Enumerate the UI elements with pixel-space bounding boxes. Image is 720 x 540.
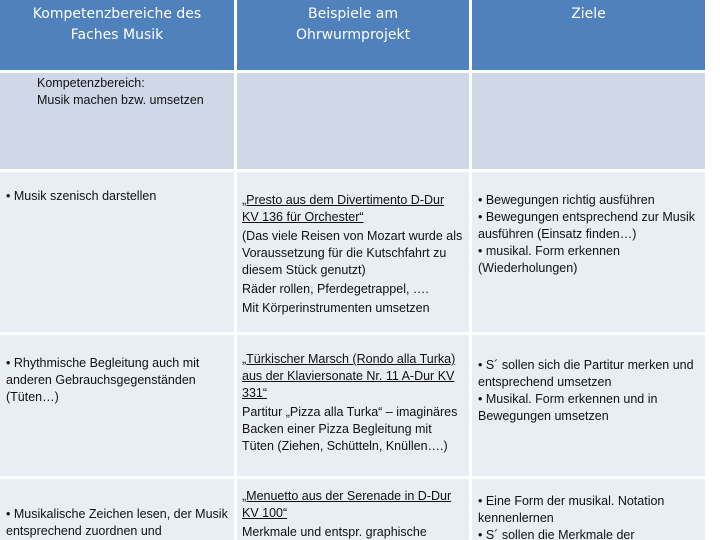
row1-goal: • Bewegungen richtig ausführen	[478, 193, 655, 207]
header-examples-label: Beispiele am Ohrwurmprojekt	[295, 6, 411, 43]
row1-example-line: (Das viele Reisen von Mozart wurde als Voraussetzung für die Kutschfahrt zu diesem Stück genutzt)	[242, 229, 463, 277]
header-examples	[237, 0, 469, 70]
row2-goal: • S´ sollen sich die Partitur merken und entsprechend umsetzen	[478, 358, 694, 389]
row1-example-line: Mit Körperinstrumenten umsetzen	[242, 301, 430, 315]
row2-example-title: „Türkischer Marsch (Rondo alla Turka) aus der Klaviersonate Nr. 11 A-Dur KV 331“	[242, 352, 456, 400]
row2-competence	[0, 335, 234, 476]
header-goals	[472, 0, 705, 70]
row1-competence-text: • Musik szenisch darstellen	[6, 189, 157, 203]
row3-example-title: „Menuetto aus der Serenade in D-Dur KV 100“	[242, 489, 452, 520]
row2-goals	[472, 335, 705, 476]
row3-competence-text: • Musikalische Zeichen lesen, der Musik entsprechend zuordnen und	[6, 507, 228, 538]
row1-competence	[0, 172, 234, 332]
band-competence	[0, 73, 234, 169]
row1-goals	[472, 172, 705, 332]
header-competence-label: Kompetenzbereiche des Faches Musik	[32, 6, 202, 43]
row3-goal: • Eine Form der musikal. Notation kennenlernen	[478, 494, 665, 525]
band-value: Musik machen bzw. umsetzen	[37, 93, 204, 107]
row3-goals	[472, 479, 705, 540]
band-label: Kompetenzbereich:	[37, 76, 145, 90]
row2-example	[237, 335, 469, 476]
row1-goal: • Bewegungen entsprechend zur Musik ausführen (Einsatz finden…)	[478, 210, 696, 241]
header-competence	[0, 0, 234, 70]
row1-example-line: Räder rollen, Pferdegetrappel, ….	[242, 282, 429, 296]
row1-example	[237, 172, 469, 332]
row1-example-title: „Presto aus dem Divertimento D-Dur KV 136 für Orchester“	[242, 193, 445, 224]
row3-example-line: Merkmale und entspr. graphische	[242, 525, 427, 539]
row2-example-line: Partitur „Pizza alla Turka“ – imaginäres Backen einer Pizza Begleitung mit Tüten (Ziehen, Schütteln, Knüllen….)	[242, 405, 458, 453]
row2-goal: • Musikal. Form erkennen und in Bewegungen umsetzen	[478, 392, 658, 423]
header-goals-label: Ziele	[571, 6, 606, 22]
row1-goal: • musikal. Form erkennen (Wiederholungen)	[478, 244, 620, 275]
band-examples	[237, 73, 469, 169]
row3-goal: • S´ sollen die Merkmale der	[478, 528, 635, 540]
band-goals	[472, 73, 705, 169]
row3-competence	[0, 479, 234, 540]
row2-competence-text: • Rhythmische Begleitung auch mit anderen Gebrauchsgegenständen (Tüten…)	[6, 356, 200, 404]
row3-example	[237, 479, 469, 540]
